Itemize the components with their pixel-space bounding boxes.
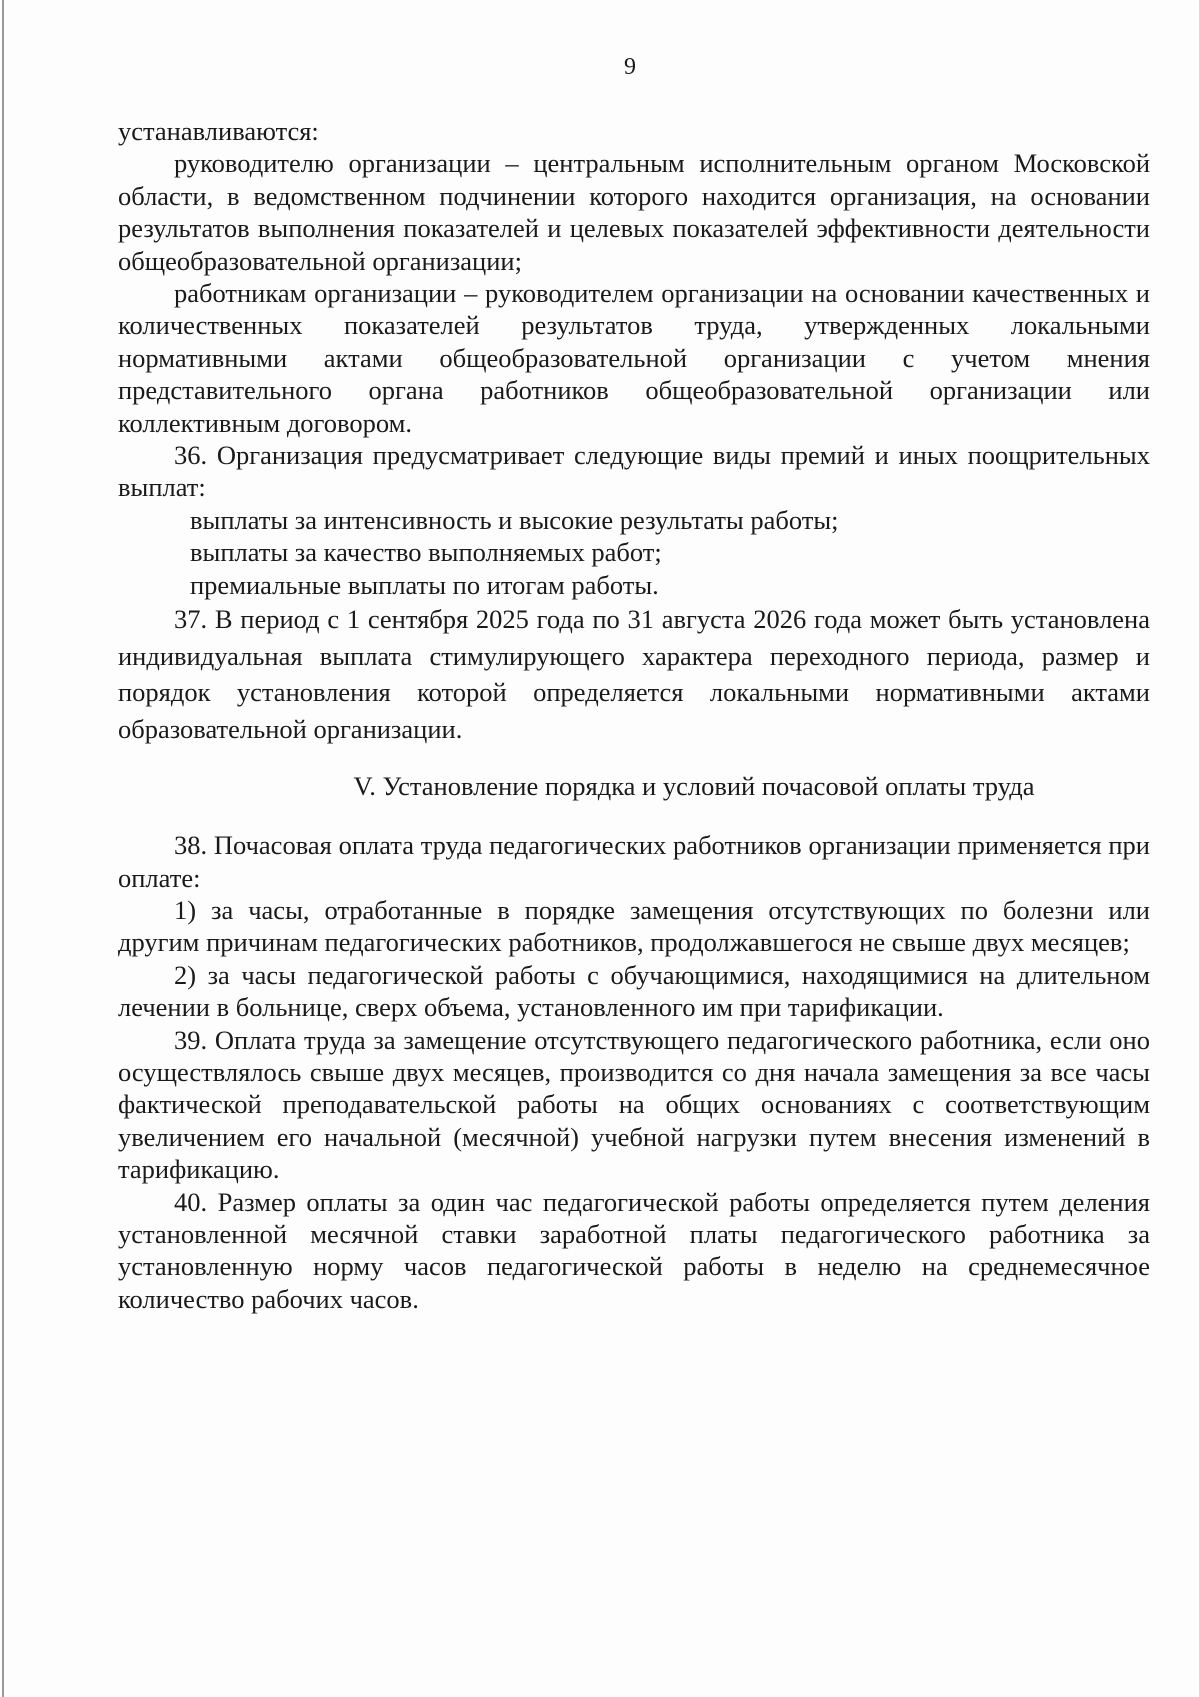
list-item-intensity: выплаты за интенсивность и высокие результаты работы;	[190, 504, 839, 535]
paragraph-continuation: устанавливаются:	[118, 116, 319, 146]
paragraph-37: 37. В период с 1 сентября 2025 года по 31 августа 2026 года может быть установлена индивидуальная выплата стимулирующего характера переходного периода, размер и порядок установления которой определяется локальными нормативными актами образовательной организации.	[118, 604, 1150, 744]
paragraph-38-item-1: 1) за часы, отработанные в порядке замещения отсутствующих по болезни или другим причинам педагогических работников, продолжавшегося не свыше двух месяцев;	[118, 894, 1150, 958]
paragraph-staff-bonus: работникам организации – руководителем организации на основании качественных и количественных показателей результатов труда, утвержденных локальными нормативными актами общеобразовательной организации с учетом мнения представительного органа работников общеобразовательной организации или коллективным договором.	[118, 278, 1150, 438]
paragraph-38: 38. Почасовая оплата труда педагогических работников организации применяется при оплате:	[118, 830, 1150, 893]
list-item-quality: выплаты за качество выполняемых работ;	[190, 537, 662, 568]
paragraph-head-bonus: руководителю организации – центральным исполнительным органом Московской области, в ведомственном подчинении которого находится организация, на основании результатов выполнения показателей и целевых показателей эффективности деятельности общеобразовательной организации;	[118, 148, 1150, 276]
paragraph-40: 40. Размер оплаты за один час педагогической работы определяется путем деления установленной месячной ставки заработной платы педагогического работника за установленную норму часов педагогической работы в неделю на среднемесячное количество рабочих часов.	[118, 1186, 1150, 1314]
spacer	[118, 747, 1150, 770]
scan-left-edge	[2, 0, 4, 1697]
paragraph-36: 36. Организация предусматривает следующие виды премий и иных поощрительных выплат:	[118, 440, 1150, 503]
paragraph-38-item-2: 2) за часы педагогической работы с обучающимися, находящимися на длительном лечении в больнице, сверх объема, установленного им при тарификации.	[118, 959, 1150, 1023]
document-body	[118, 115, 1150, 1315]
section-heading: V. Установление порядка и условий почасовой оплаты труда	[353, 771, 1035, 802]
spacer	[118, 802, 1150, 829]
paragraph-39: 39. Оплата труда за замещение отсутствующего педагогического работника, если оно осуществлялось свыше двух месяцев, производится со дня начала замещения за все часы фактической преподавательской работы на общих основаниях с соответствующим увеличением его начальной (месячной) учебной нагрузки путем внесения изменений в тарификацию.	[118, 1024, 1150, 1185]
page-number: 9	[624, 54, 636, 80]
list-item-premium: премиальные выплаты по итогам работы.	[190, 569, 659, 600]
